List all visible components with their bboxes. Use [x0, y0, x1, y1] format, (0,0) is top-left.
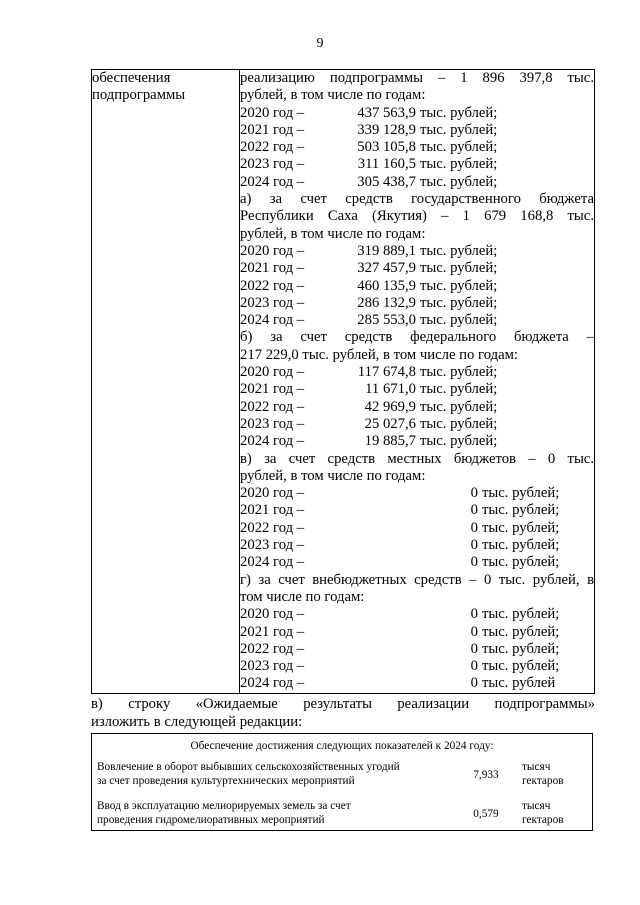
indicator-text [97, 760, 437, 788]
year-unit: тыс. рублей; [420, 433, 498, 450]
year-unit: тыс. рублей; [420, 277, 498, 294]
year-unit: тыс. рублей; [482, 485, 560, 502]
year-label: 2024 год – [240, 173, 305, 190]
year-unit: тыс. рублей; [420, 121, 498, 138]
year-row [240, 295, 594, 312]
year-row [240, 416, 594, 433]
year-label: 2022 год – [240, 277, 305, 294]
year-amount: 0 [470, 519, 478, 536]
year-label: 2021 год – [240, 381, 305, 398]
expected-results-header: Обеспечение достижения следующих показателей к 2024 году: [190, 740, 494, 752]
year-row [240, 433, 594, 450]
year-row [240, 520, 594, 537]
year-unit: тыс. рублей; [420, 415, 498, 432]
indicator-text-line: Ввод в эксплуатацию мелиорируемых земель за счет [97, 800, 351, 812]
year-unit: тыс. рублей; [482, 554, 560, 571]
year-unit: тыс. рублей; [482, 658, 560, 675]
year-label: 2024 год – [240, 675, 305, 692]
row-label-cell: обеспечения подпрограммы [92, 70, 240, 694]
year-row [240, 675, 594, 692]
year-amount: 437 563,9 [357, 104, 416, 121]
year-label: 2020 год – [240, 364, 305, 381]
section-a-line-3: рублей, в том числе по годам: [240, 225, 426, 242]
year-unit: тыс. рублей; [482, 537, 560, 554]
year-amount: 327 457,9 [357, 260, 416, 277]
section-g-years [240, 606, 594, 692]
year-label: 2023 год – [240, 294, 305, 311]
page-number: 9 [316, 36, 324, 51]
year-row [240, 364, 594, 381]
year-amount: 460 135,9 [357, 277, 416, 294]
year-label: 2023 год – [240, 156, 305, 173]
section-a-line-2: Республики Саха (Якутия) – 1 679 168,8 тыс. [240, 208, 594, 225]
funding-table [91, 69, 595, 694]
year-row [240, 485, 594, 502]
paragraph-line-1: в) строку «Ожидаемые результаты реализации подпрограммы» [91, 696, 595, 712]
year-amount: 0 [470, 623, 478, 640]
year-amount: 285 553,0 [357, 312, 416, 329]
year-row [240, 174, 594, 191]
indicator-unit [522, 760, 584, 788]
indicator-unit-line: тысяч [522, 761, 551, 773]
section-b-line-1: б) за счет средств федерального бюджета – [240, 329, 594, 346]
year-unit: тыс. рублей [482, 675, 556, 692]
year-label: 2021 год – [240, 121, 305, 138]
year-unit: тыс. рублей; [420, 242, 498, 259]
indicator-value: 7,933 [473, 769, 499, 781]
year-amount: 286 132,9 [357, 294, 416, 311]
year-amount: 0 [470, 554, 478, 571]
year-amount: 319 889,1 [357, 242, 416, 259]
year-amount: 311 160,5 [357, 156, 416, 173]
year-row [240, 260, 594, 277]
year-row [240, 606, 594, 623]
year-label: 2020 год – [240, 606, 305, 623]
year-amount: 0 [470, 606, 478, 623]
year-unit: тыс. рублей; [420, 156, 498, 173]
year-amount: 339 128,9 [357, 121, 416, 138]
year-amount: 0 [470, 485, 478, 502]
year-amount: 0 [470, 675, 478, 692]
year-row [240, 139, 594, 156]
year-label: 2021 год – [240, 502, 305, 519]
year-row [240, 658, 594, 675]
year-label: 2023 год – [240, 415, 305, 432]
year-row [240, 502, 594, 519]
year-amount: 305 438,7 [357, 173, 416, 190]
section-v-line-1: в) за счет средств местных бюджетов – 0 тыс. [240, 450, 594, 467]
section-b-line-2: 217 229,0 тыс. рублей, в том числе по годам: [240, 346, 518, 363]
year-unit: тыс. рублей; [420, 139, 498, 156]
year-label: 2020 год – [240, 104, 305, 121]
indicator-unit-line: гектаров [522, 814, 564, 826]
indicator-unit-line: гектаров [522, 775, 564, 787]
year-row [240, 243, 594, 260]
year-row [240, 624, 594, 641]
section-a-years [240, 243, 594, 329]
year-unit: тыс. рублей; [482, 502, 560, 519]
section-v-line-2: рублей, в том числе по годам: [240, 467, 426, 484]
year-label: 2020 год – [240, 485, 305, 502]
year-row [240, 122, 594, 139]
year-row [240, 381, 594, 398]
year-label: 2021 год – [240, 260, 305, 277]
year-label: 2023 год – [240, 658, 305, 675]
indicator-unit-line: тысяч [522, 800, 551, 812]
year-unit: тыс. рублей; [482, 640, 560, 657]
year-row [240, 105, 594, 122]
year-unit: тыс. рублей; [482, 623, 560, 640]
year-label: 2022 год – [240, 519, 305, 536]
indicator-value: 0,579 [473, 808, 499, 820]
year-amount: 11 671,0 [365, 381, 416, 398]
funding-details-cell [240, 70, 595, 694]
section-g-line-2: том числе по годам: [240, 588, 365, 605]
year-unit: тыс. рублей; [420, 294, 498, 311]
year-row [240, 156, 594, 173]
year-amount: 0 [470, 537, 478, 554]
year-row [240, 641, 594, 658]
year-amount: 0 [470, 502, 478, 519]
total-years [240, 105, 594, 191]
year-label: 2024 год – [240, 433, 305, 450]
indicator-unit [522, 799, 584, 827]
year-row [240, 312, 594, 329]
total-line-1: реализацию подпрограммы – 1 896 397,8 тыс. [240, 70, 594, 86]
year-label: 2021 год – [240, 623, 305, 640]
year-unit: тыс. рублей; [420, 260, 498, 277]
year-label: 2023 год – [240, 537, 305, 554]
year-unit: тыс. рублей; [420, 398, 498, 415]
indicator-text [97, 799, 437, 827]
expected-results-box [91, 733, 593, 831]
year-row [240, 278, 594, 295]
year-unit: тыс. рублей; [420, 173, 498, 190]
year-amount: 117 674,8 [357, 364, 416, 381]
paragraph-line-2: изложить в следующей редакции: [91, 714, 303, 730]
year-row [240, 537, 594, 554]
year-row [240, 399, 594, 416]
year-label: 2022 год – [240, 139, 305, 156]
year-label: 2020 год – [240, 242, 305, 259]
year-amount: 19 885,7 [364, 433, 416, 450]
indicator-text-line: проведения гидромелиоративных мероприятий [97, 814, 325, 826]
section-b-years [240, 364, 594, 450]
section-v-years [240, 485, 594, 571]
year-unit: тыс. рублей; [420, 381, 498, 398]
year-amount: 503 105,8 [357, 139, 416, 156]
total-line-2: рублей, в том числе по годам: [240, 87, 426, 104]
year-label: 2024 год – [240, 312, 305, 329]
year-unit: тыс. рублей; [482, 519, 560, 536]
year-unit: тыс. рублей; [420, 104, 498, 121]
year-unit: тыс. рублей; [420, 364, 498, 381]
indicator-text-line: Вовлечение в оборот выбывших сельскохозяйственных угодий [97, 761, 400, 773]
year-row [240, 554, 594, 571]
year-label: 2022 год – [240, 640, 305, 657]
section-g-line-1: г) за счет внебюджетных средств – 0 тыс. рублей, в [240, 571, 594, 588]
indicator-text-line: за счет проведения культуртехнических мероприятий [97, 775, 355, 787]
year-unit: тыс. рублей; [420, 312, 498, 329]
year-amount: 25 027,6 [364, 415, 416, 432]
section-a-line-1: а) за счет средств государственного бюджета [240, 191, 594, 208]
year-amount: 42 969,9 [364, 398, 416, 415]
year-label: 2024 год – [240, 554, 305, 571]
year-amount: 0 [470, 640, 478, 657]
year-label: 2022 год – [240, 398, 305, 415]
year-unit: тыс. рублей; [482, 606, 560, 623]
year-amount: 0 [470, 658, 478, 675]
